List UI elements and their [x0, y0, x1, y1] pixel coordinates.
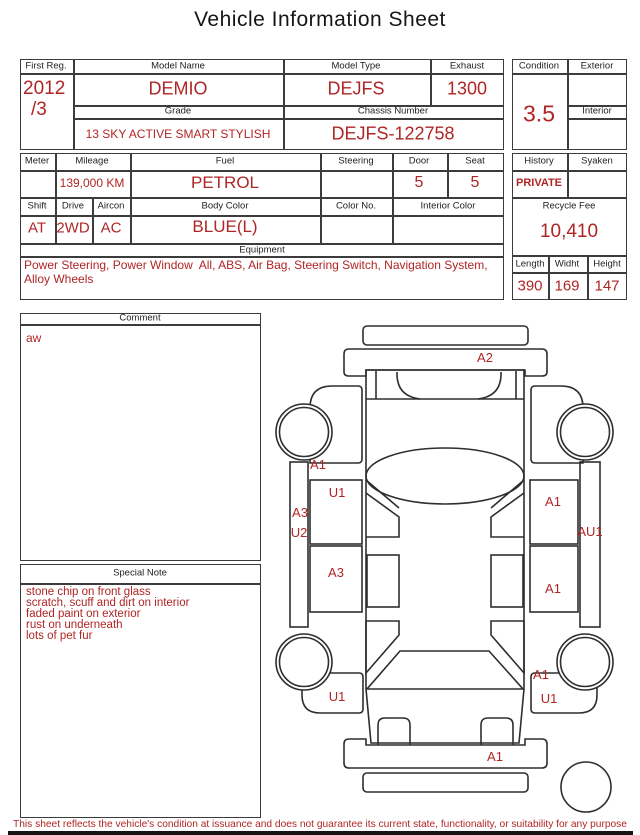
comment-value: aw: [26, 331, 42, 345]
left-rocker-panel: [290, 462, 308, 627]
seat-label: Seat: [465, 155, 485, 167]
equipment-value: Power Steering, Power Window All, ABS, Air Bag, Steering Switch, Navigation System, Alloy Wheels: [24, 258, 491, 286]
first-reg-label: First Reg.: [25, 60, 67, 72]
damage-label: U1: [328, 689, 346, 704]
damage-label: A1: [310, 457, 326, 472]
grid-line: [512, 272, 627, 274]
right-front-wheel-inner: [561, 638, 610, 687]
height-label: Height: [593, 258, 621, 270]
right-rear-door: [530, 480, 578, 544]
exterior-label: Exterior: [580, 60, 614, 72]
grid-line: [512, 255, 627, 257]
grade-label: Grade: [164, 105, 192, 117]
meter-label: Meter: [24, 155, 50, 167]
left-front-wheel-inner: [280, 638, 329, 687]
special-note-lines: [26, 587, 189, 642]
left-rear-wheel-inner: [280, 408, 329, 457]
grid-line: [20, 73, 504, 75]
chassis-label: Chassis Number: [357, 105, 429, 117]
damage-label: A1: [533, 667, 549, 682]
damage-label: U1: [540, 691, 558, 706]
grid-line: [20, 197, 504, 199]
rear-window-arc-left: [397, 372, 420, 399]
condition-score: 3.5: [523, 100, 555, 127]
shift-label: Shift: [27, 200, 47, 212]
special-note-line: rust on underneath: [26, 618, 123, 631]
comment-box: [20, 313, 261, 561]
history-value: PRIVATE: [515, 177, 563, 189]
grid-line: [512, 73, 627, 75]
grid-line: [20, 324, 261, 326]
special-note-line: faded paint on exterior: [26, 607, 141, 620]
grid-line: [92, 197, 94, 243]
damage-label: A1: [545, 581, 561, 596]
right-rear-wheel-inner: [561, 408, 610, 457]
model-name-value: DEMIO: [148, 78, 208, 99]
grid-line: [512, 170, 627, 172]
model-type-label: Model Type: [331, 60, 381, 72]
syaken-label: Syaken: [581, 155, 613, 167]
grid-line: [567, 153, 569, 197]
height-value: 147: [594, 277, 620, 295]
drive-value: 2WD: [56, 219, 90, 237]
model-type-value: DEJFS: [327, 78, 385, 99]
aircon-value: AC: [100, 219, 122, 237]
grid-line: [20, 583, 261, 585]
grid-line: [567, 118, 627, 120]
front-window-left: [366, 621, 399, 673]
aircon-label: Aircon: [97, 200, 125, 212]
model-name-label: Model Name: [151, 60, 205, 72]
damage-label: A3: [292, 505, 308, 520]
history-label: History: [524, 155, 554, 167]
disclaimer-text: This sheet reflects the vehicle's condition at issuance and does not guarantee its current state, functionality, or suitability for any purpose: [13, 819, 627, 830]
grid-line: [73, 118, 504, 120]
condition-label: Condition: [518, 60, 560, 72]
door-window-left: [367, 555, 399, 607]
rear-window-arc-right: [478, 372, 501, 399]
front-window-right: [491, 621, 524, 673]
chassis-value: DEJFS-122758: [331, 123, 455, 144]
comment-label: Comment: [119, 312, 161, 324]
grid-line: [512, 197, 627, 199]
car-body-outline: [366, 370, 524, 743]
width-value: 169: [554, 277, 580, 295]
pillar-band-left: [366, 480, 399, 537]
exhaust-value: 1300: [446, 78, 488, 99]
body-color-value: BLUE(L): [192, 217, 258, 236]
front-lower-strip: [363, 773, 528, 792]
door-window-right: [491, 555, 523, 607]
seat-value: 5: [470, 174, 480, 191]
first-reg-value: [23, 78, 65, 120]
length-label: Length: [515, 258, 545, 270]
fuel-value: PETROL: [190, 173, 260, 192]
interior-color-label: Interior Color: [420, 200, 476, 212]
right-rocker-panel: [580, 462, 600, 627]
spare-tire: [561, 762, 611, 812]
grid-line: [20, 215, 504, 217]
first-reg-month: /3: [31, 99, 47, 120]
special-note-label: Special Note: [113, 567, 167, 579]
damage-label: U1: [328, 485, 346, 500]
grid-line: [548, 255, 550, 300]
damage-label: A3: [328, 565, 344, 580]
fuel-label: Fuel: [215, 155, 235, 167]
equipment-label: Equipment: [239, 244, 285, 256]
mileage-value: 139,000 KM: [59, 176, 125, 190]
page-title: Vehicle Information Sheet: [194, 8, 446, 31]
roof-panel: [366, 448, 524, 504]
door-value: 5: [414, 174, 424, 191]
grid-line: [20, 170, 504, 172]
rear-roof-strip: [363, 326, 528, 345]
car-damage-diagram: [265, 310, 640, 820]
color-no-label: Color No.: [335, 200, 377, 212]
special-note-line: lots of pet fur: [26, 629, 93, 642]
damage-label: A2: [477, 350, 493, 365]
pillar-band-right: [491, 480, 524, 537]
grid-line: [73, 105, 504, 107]
grid-line: [447, 153, 449, 197]
special-note-line: scratch, scuff and dirt on interior: [26, 596, 190, 609]
damage-label: A1: [487, 749, 503, 764]
grid-line: [430, 59, 432, 105]
exhaust-label: Exhaust: [449, 60, 485, 72]
drive-label: Drive: [61, 200, 85, 212]
special-note-line: stone chip on front glass: [26, 586, 151, 598]
shift-value: AT: [27, 219, 47, 237]
recycle-fee-value: 10,410: [539, 221, 599, 242]
headlight-left: [378, 718, 410, 745]
interior-label: Interior: [582, 105, 612, 117]
bottom-rule: [8, 831, 633, 835]
mileage-label: Mileage: [75, 155, 109, 167]
damage-label: U2: [290, 525, 308, 540]
right-front-door: [530, 546, 578, 612]
width-label: Widht: [554, 258, 580, 270]
windshield: [367, 651, 523, 689]
length-value: 390: [517, 277, 543, 295]
door-label: Door: [408, 155, 430, 167]
grade-value: 13 SKY ACTIVE SMART STYLISH: [85, 127, 271, 141]
grid-line: [587, 255, 589, 300]
headlight-right: [481, 718, 513, 745]
first-reg-year: 2012: [23, 78, 66, 99]
body-color-label: Body Color: [201, 200, 249, 212]
damage-label: A1: [545, 494, 561, 509]
recycle-fee-label: Recycle Fee: [542, 200, 596, 212]
damage-label: AU1: [577, 524, 603, 539]
steering-label: Steering: [338, 155, 374, 167]
